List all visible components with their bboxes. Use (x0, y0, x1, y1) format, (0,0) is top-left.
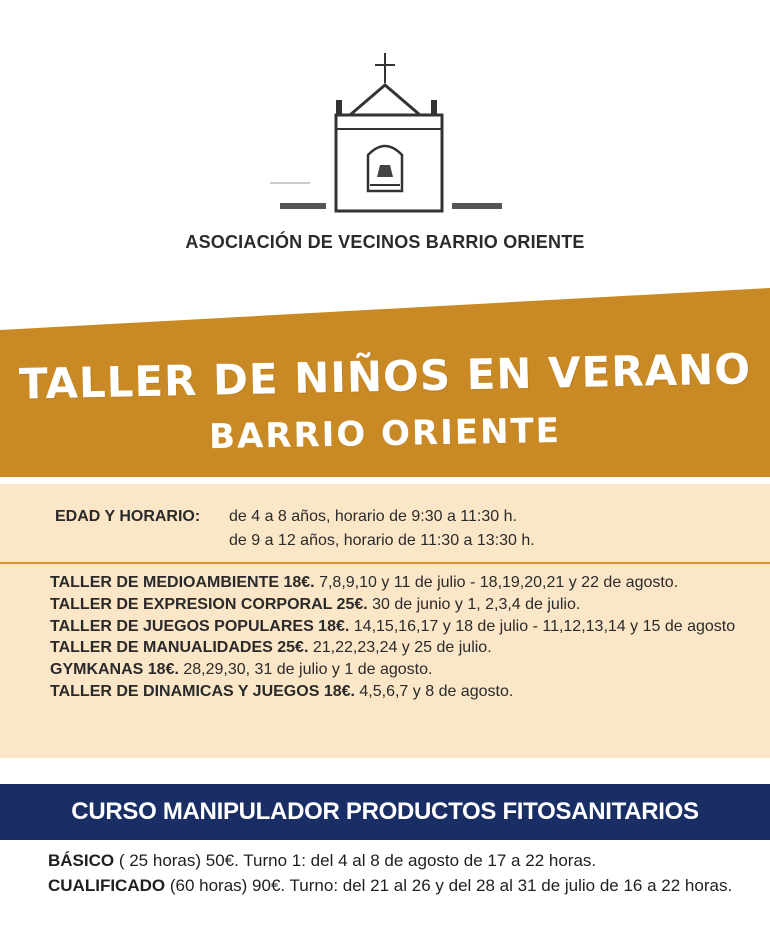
course-title: CURSO MANIPULADOR PRODUCTOS FITOSANITARIOS (71, 798, 699, 825)
course-info: (60 horas) 90€. Turno: del 21 al 26 y del 28 al 31 de julio de 16 a 22 horas. (165, 876, 733, 895)
workshop-dates: 4,5,6,7 y 8 de agosto. (354, 682, 514, 700)
workshop-name: TALLER DE EXPRESION CORPORAL 25€. (50, 595, 368, 613)
workshop-item (50, 659, 750, 681)
workshop-dates: 30 de junio y 1, 2,3,4 de julio. (367, 595, 581, 613)
workshop-dates: 7,8,9,10 y 11 de julio - 18,19,20,21 y 22 de agosto. (314, 574, 679, 591)
schedule-section (0, 484, 770, 564)
association-name: ASOCIACIÓN DE VECINOS BARRIO ORIENTE (185, 232, 585, 252)
workshop-name: TALLER DE MEDIOAMBIENTE 18€. (50, 574, 315, 591)
workshop-list (50, 572, 750, 703)
course-details (48, 848, 748, 898)
workshop-item (50, 572, 750, 594)
schedule-line: de 4 a 8 años, horario de 9:30 a 11:30 h. (229, 508, 517, 525)
workshop-item (50, 637, 750, 659)
course-header-bar (0, 784, 770, 840)
workshop-dates: 21,22,23,24 y 25 de julio. (308, 639, 492, 657)
workshop-dates: 14,15,16,17 y 18 de julio - 11,12,13,14 y 15 de agosto (349, 617, 736, 635)
church-logo-icon (270, 45, 510, 217)
course-level: CUALIFICADO (48, 876, 166, 895)
workshop-item (50, 616, 750, 638)
workshop-item (50, 681, 750, 703)
workshop-name: TALLER DE JUEGOS POPULARES 18€. (50, 617, 350, 635)
workshop-name: GYMKANAS 18€. (50, 661, 179, 679)
workshop-item (50, 594, 750, 616)
schedule-line: de 9 a 12 años, horario de 11:30 a 13:30 h. (229, 532, 535, 549)
workshop-dates: 28,29,30, 31 de julio y 1 de agosto. (178, 661, 433, 679)
workshop-name: TALLER DE MANUALIDADES 25€. (50, 639, 309, 657)
workshop-name: TALLER DE DINAMICAS Y JUEGOS 18€. (50, 682, 355, 700)
course-level: BÁSICO (48, 851, 115, 870)
course-item (48, 873, 748, 898)
banner-subtitle: BARRIO ORIENTE (208, 410, 562, 458)
workshops-section (0, 564, 770, 758)
banner-title: TALLER DE NIÑOS EN VERANO (18, 344, 752, 409)
course-info: ( 25 horas) 50€. Turno 1: del 4 al 8 de agosto de 17 a 22 horas. (114, 851, 597, 870)
schedule-label: EDAD Y HORARIO: (55, 508, 201, 525)
course-item (48, 848, 748, 873)
logo-area (0, 0, 770, 230)
